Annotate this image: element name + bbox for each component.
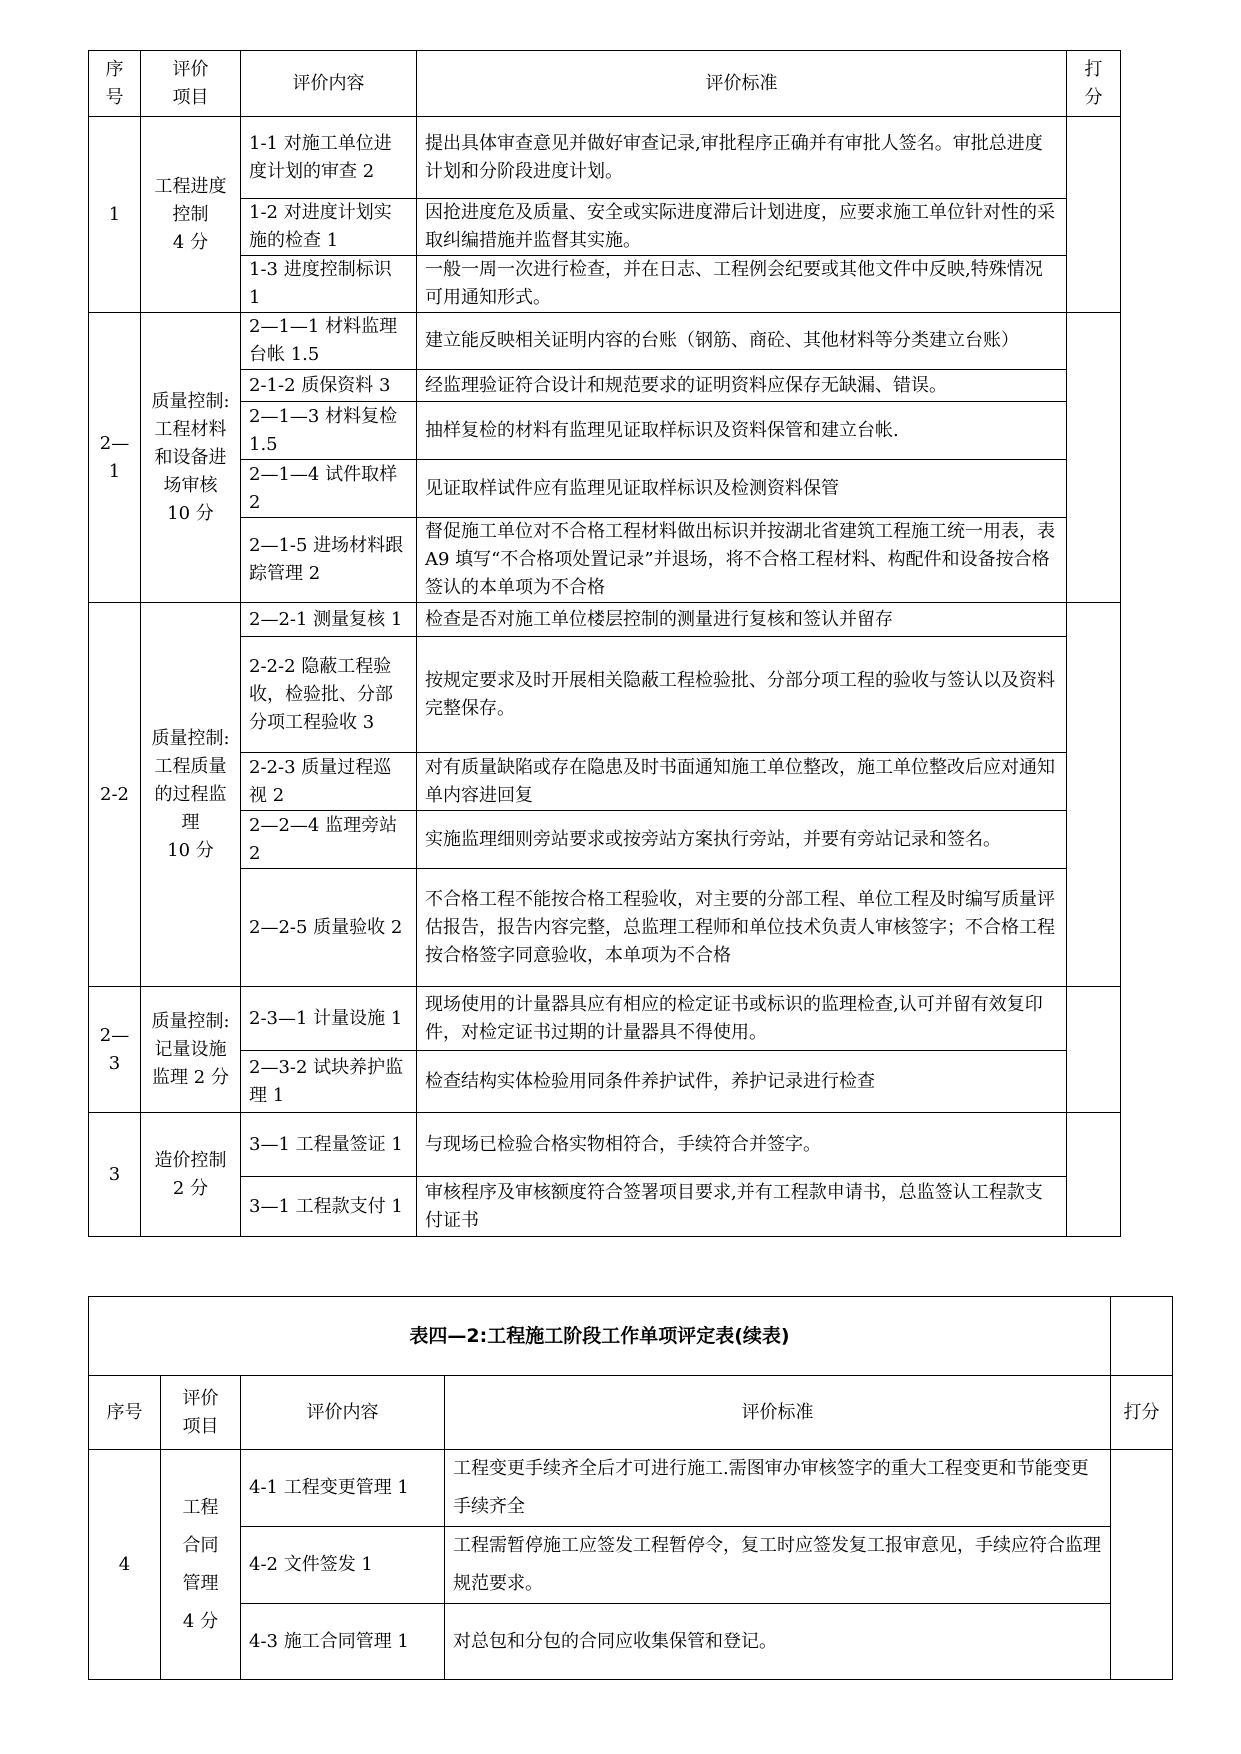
- table-header-row: [89, 51, 1121, 117]
- table-row: [89, 256, 1121, 313]
- group-item: 工程进度 控制 4 分: [141, 117, 241, 313]
- table-row: [89, 753, 1121, 811]
- table-row: [89, 637, 1121, 753]
- table-row: [89, 518, 1121, 603]
- row-content: 3—1 工程量签证 1: [241, 1113, 417, 1177]
- row-standard: 现场使用的计量器具应有相应的检定证书或标识的监理检查,认可并留有效复印件，对检定证书过期的计量器具不得使用。: [417, 987, 1067, 1051]
- row-standard: 经监理验证符合设计和规范要求的证明资料应保存无缺漏、错误。: [417, 370, 1067, 402]
- row-content: 1-3 进度控制标识 1: [241, 256, 417, 313]
- row-content: 2—3-2 试块养护监理 1: [241, 1051, 417, 1113]
- group-item: 质量控制: 记量设施 监理 2 分: [141, 987, 241, 1113]
- row-standard: 与现场已检验合格实物相符合，手续符合并签字。: [417, 1113, 1067, 1177]
- group-item: 质量控制: 工程质量 的过程监 理 10 分: [141, 603, 241, 987]
- header-score: 打 分: [1067, 51, 1121, 117]
- row-standard: 审核程序及审核额度符合签署项目要求,并有工程款申请书，总监签认工程款支付证书: [417, 1177, 1067, 1237]
- table-row: [89, 1177, 1121, 1237]
- row-content: 2—1—1 材料监理台帐 1.5: [241, 313, 417, 370]
- header-seq: 序号: [89, 51, 141, 117]
- row-standard: 提出具体审查意见并做好审查记录,审批程序正确并有审批人签名。审批总进度计划和分阶段进度计划。: [417, 117, 1067, 199]
- row-standard: 督促施工单位对不合格工程材料做出标识并按湖北省建筑工程施工统一用表，表 A9 填写“不合格项处置记录”并退场，将不合格工程材料、构配件和设备按合格签认的本单项为不合格: [417, 518, 1067, 603]
- table-title-row: [89, 1297, 1173, 1376]
- header-item: 评价 项目: [161, 1376, 241, 1450]
- score-cell[interactable]: [1067, 313, 1121, 603]
- row-content: 4-3 施工合同管理 1: [241, 1604, 445, 1680]
- table-row: [89, 1527, 1173, 1604]
- table-row: [89, 370, 1121, 402]
- group-seq: 1: [89, 117, 141, 313]
- row-content: 2-2-3 质量过程巡视 2: [241, 753, 417, 811]
- table-row: [89, 1113, 1121, 1177]
- table-row: [89, 811, 1121, 869]
- table-row: [89, 460, 1121, 518]
- row-content: 2—2—4 监理旁站 2: [241, 811, 417, 869]
- row-standard: 一般一周一次进行检查，并在日志、工程例会纪要或其他文件中反映,特殊情况可用通知形式。: [417, 256, 1067, 313]
- row-content: 2-2-2 隐蔽工程验收，检验批、分部分项工程验收 3: [241, 637, 417, 753]
- row-standard: 建立能反映相关证明内容的台账（钢筋、商砼、其他材料等分类建立台账）: [417, 313, 1067, 370]
- table-row: [89, 603, 1121, 637]
- row-standard: 对总包和分包的合同应收集保管和登记。: [445, 1604, 1111, 1680]
- header-standard: 评价标准: [445, 1376, 1111, 1450]
- score-cell[interactable]: [1067, 117, 1121, 313]
- table-row: [89, 402, 1121, 460]
- row-content: 1-1 对施工单位进度计划的审查 2: [241, 117, 417, 199]
- evaluation-table: [88, 50, 1121, 1237]
- header-seq: 序号: [89, 1376, 161, 1450]
- row-standard: 工程变更手续齐全后才可进行施工.需图审办审核签字的重大工程变更和节能变更手续齐全: [445, 1450, 1111, 1527]
- row-content: 2—1-5 进场材料跟踪管理 2: [241, 518, 417, 603]
- row-standard: 对有质量缺陷或存在隐患及时书面通知施工单位整改，施工单位整改后应对通知单内容进回复: [417, 753, 1067, 811]
- table-row: [89, 869, 1121, 987]
- group-seq: 4: [89, 1450, 161, 1680]
- title-side-cell: [1111, 1297, 1173, 1376]
- table-title: 表四—2:工程施工阶段工作单项评定表(续表): [89, 1297, 1111, 1376]
- row-content: 3—1 工程款支付 1: [241, 1177, 417, 1237]
- table-row: [89, 313, 1121, 370]
- group-item: 质量控制: 工程材料 和设备进 场审核 10 分: [141, 313, 241, 603]
- table-row: [89, 987, 1121, 1051]
- table-header-row: [89, 1376, 1173, 1450]
- row-content: 4-1 工程变更管理 1: [241, 1450, 445, 1527]
- score-cell[interactable]: [1067, 1113, 1121, 1237]
- row-content: 2—2-5 质量验收 2: [241, 869, 417, 987]
- table-row: [89, 1051, 1121, 1113]
- header-standard: 评价标准: [417, 51, 1067, 117]
- group-item: 造价控制 2 分: [141, 1113, 241, 1237]
- header-item: 评价 项目: [141, 51, 241, 117]
- group-seq: 2-2: [89, 603, 141, 987]
- row-content: 4-2 文件签发 1: [241, 1527, 445, 1604]
- group-item: 工程 合同 管理 4 分: [161, 1450, 241, 1680]
- row-content: 2-1-2 质保资料 3: [241, 370, 417, 402]
- row-standard: 不合格工程不能按合格工程验收，对主要的分部工程、单位工程及时编写质量评估报告，报告内容完整，总监理工程师和单位技术负责人审核签字；不合格工程按合格签字同意验收，本单项为不合格: [417, 869, 1067, 987]
- group-seq: 2— 1: [89, 313, 141, 603]
- row-standard: 实施监理细则旁站要求或按旁站方案执行旁站，并要有旁站记录和签名。: [417, 811, 1067, 869]
- row-content: 2-3—1 计量设施 1: [241, 987, 417, 1051]
- row-standard: 检查结构实体检验用同条件养护试件，养护记录进行检查: [417, 1051, 1067, 1113]
- row-standard: 工程需暂停施工应签发工程暂停令，复工时应签发复工报审意见，手续应符合监理规范要求。: [445, 1527, 1111, 1604]
- table-row: [89, 199, 1121, 256]
- row-standard: 按规定要求及时开展相关隐蔽工程检验批、分部分项工程的验收与签认以及资料完整保存。: [417, 637, 1067, 753]
- table-row: [89, 1450, 1173, 1527]
- evaluation-table-continued: [88, 1296, 1173, 1680]
- row-standard: 抽样复检的材料有监理见证取样标识及资料保管和建立台帐.: [417, 402, 1067, 460]
- row-content: 1-2 对进度计划实施的检查 1: [241, 199, 417, 256]
- row-standard: 检查是否对施工单位楼层控制的测量进行复核和签认并留存: [417, 603, 1067, 637]
- score-cell[interactable]: [1111, 1450, 1173, 1680]
- row-standard: 见证取样试件应有监理见证取样标识及检测资料保管: [417, 460, 1067, 518]
- row-content: 2—2-1 测量复核 1: [241, 603, 417, 637]
- row-content: 2—1—3 材料复检 1.5: [241, 402, 417, 460]
- table-row: [89, 117, 1121, 199]
- group-seq: 3: [89, 1113, 141, 1237]
- header-score: 打分: [1111, 1376, 1173, 1450]
- row-standard: 因抢进度危及质量、安全或实际进度滞后计划进度，应要求施工单位针对性的采取纠编措施并监督其实施。: [417, 199, 1067, 256]
- header-content: 评价内容: [241, 1376, 445, 1450]
- group-seq: 2— 3: [89, 987, 141, 1113]
- score-cell[interactable]: [1067, 987, 1121, 1113]
- table-row: [89, 1604, 1173, 1680]
- score-cell[interactable]: [1067, 603, 1121, 987]
- row-content: 2—1—4 试件取样 2: [241, 460, 417, 518]
- header-content: 评价内容: [241, 51, 417, 117]
